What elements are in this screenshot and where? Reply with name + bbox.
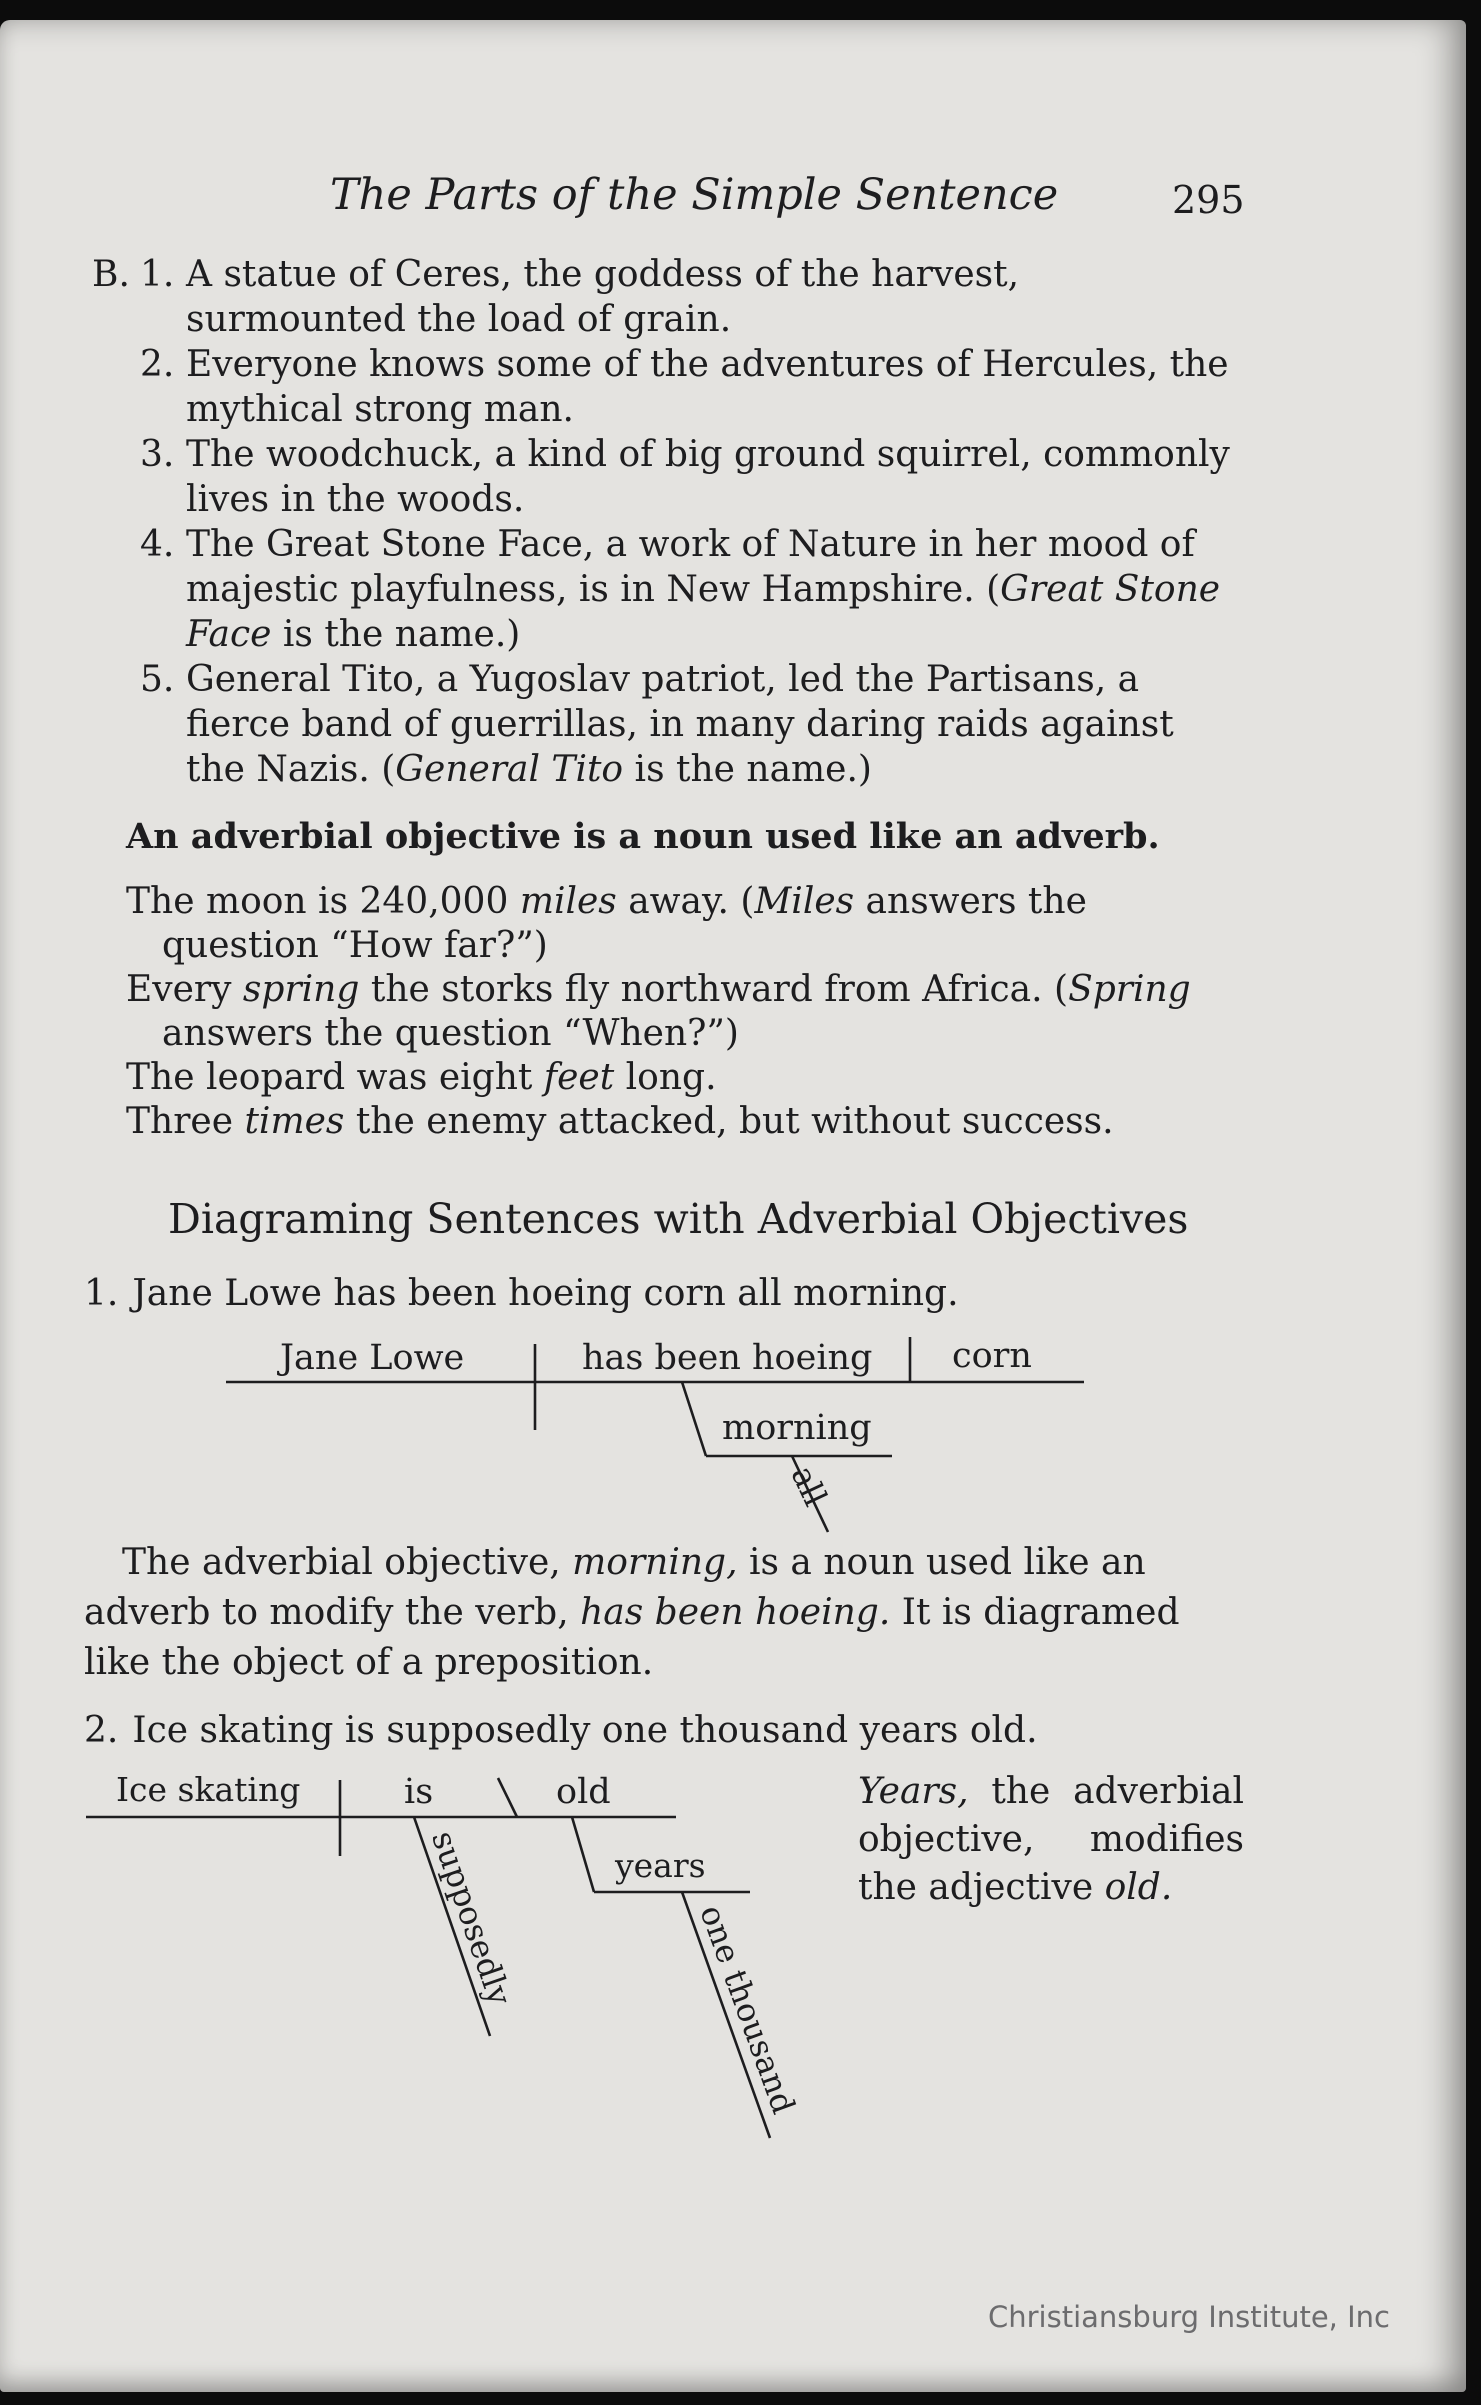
diagram1-subject: Jane Lowe	[280, 1338, 465, 1378]
diagram-note: Years, the adverbial objective, modifies the adjective old.	[858, 1771, 1244, 1908]
item-text-end: is the name.)	[271, 614, 521, 655]
exercise-item	[92, 432, 1244, 522]
item-number: 5.	[140, 659, 175, 700]
diagram2-adverb: supposedly	[424, 1826, 520, 2010]
book-page	[0, 20, 1466, 2392]
item-text-end: is the name.)	[623, 749, 872, 790]
exercise-item	[92, 252, 1244, 342]
complement-divider-2	[498, 1778, 517, 1817]
item-italic-text: General Tito	[395, 749, 624, 790]
running-title: The Parts of the Simple Sentence	[330, 170, 1059, 220]
example-sentence-1	[84, 1273, 959, 1314]
diagram1-object: corn	[952, 1336, 1032, 1376]
item-text: The woodchuck, a kind of big ground squirrel, commonly lives in the woods.	[186, 434, 1230, 520]
section-heading: Diagraming Sentences with Adverbial Objectives	[168, 1195, 1189, 1243]
explanation-paragraph: The adverbial objective, morning, is a noun used like an adverb to modify the verb, has been hoeing. It is diagramed like the object of a preposition.	[84, 1542, 1180, 1683]
item-number: 3.	[140, 434, 175, 475]
exercise-item	[92, 342, 1244, 432]
diagram2-complement: old	[556, 1772, 611, 1812]
diagram2-modifier-of-modifier: one thousand	[692, 1900, 803, 2119]
modifier-slant-1	[682, 1382, 706, 1456]
item-number: 2.	[140, 344, 175, 385]
item-italic-text: Great Stone Face	[186, 569, 1221, 655]
item-number: 4.	[140, 524, 175, 565]
example-sentences	[126, 880, 1244, 1144]
item-number: 1.	[140, 254, 175, 295]
sentence-number: 2.	[84, 1710, 119, 1751]
diagram1-modifier: morning	[722, 1408, 872, 1448]
example-line: Three times the enemy attacked, but without success.	[126, 1101, 1114, 1142]
exercise-item	[92, 522, 1244, 657]
rule-definition: An adverbial objective is a noun used like an adverb.	[126, 816, 1160, 857]
modifier-slant-3	[572, 1817, 594, 1892]
item-text: The Great Stone Face, a work of Nature in her mood of majestic playfulness, is in New Hampshire. (	[186, 524, 1195, 610]
sentence-text: Jane Lowe has been hoeing corn all morning.	[132, 1273, 959, 1314]
diagram2-verb: is	[404, 1772, 434, 1812]
exercise-list	[92, 252, 1244, 792]
diagram1-verb: has been hoeing	[582, 1338, 873, 1378]
sentence-number: 1.	[84, 1273, 119, 1314]
item-text: A statue of Ceres, the goddess of the harvest, surmounted the load of grain.	[186, 254, 1020, 340]
example-sentence-2	[84, 1710, 1038, 1751]
page-number: 295	[1172, 178, 1245, 222]
item-text: General Tito, a Yugoslav patriot, led the Partisans, a fierce band of guerrillas, in many daring raids against the Nazis. (	[186, 659, 1174, 790]
example-line: The moon is 240,000 miles away. (Miles answers the question “How far?”)	[126, 881, 1087, 966]
diagram2-subject: Ice skating	[116, 1770, 301, 1809]
watermark: Christiansburg Institute, Inc	[988, 2300, 1390, 2334]
sentence-text: Ice skating is supposedly one thousand years old.	[132, 1710, 1038, 1751]
diagram1-modifier-of-modifier: all	[783, 1460, 835, 1512]
page-header	[0, 170, 1466, 230]
example-line: Every spring the storks fly northward from Africa. (Spring answers the question “When?”)	[126, 969, 1191, 1054]
item-text: Everyone knows some of the adventures of Hercules, the mythical strong man.	[186, 344, 1229, 430]
section-label: B.	[92, 254, 130, 295]
exercise-item	[92, 657, 1244, 792]
diagram2-modifier: years	[615, 1846, 706, 1885]
example-line: The leopard was eight feet long.	[126, 1057, 717, 1098]
